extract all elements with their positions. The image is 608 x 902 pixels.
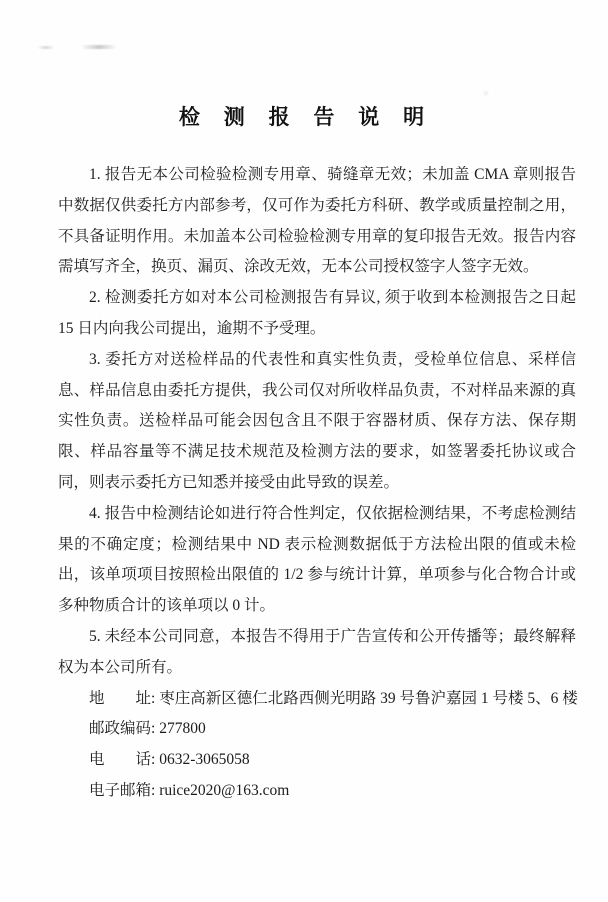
phone-label: 电 话:	[89, 751, 160, 769]
email-label: 电子邮箱:	[89, 781, 160, 799]
contact-line-address	[58, 684, 576, 715]
document-body	[58, 160, 576, 807]
paragraph-3: 3. 委托方对送检样品的代表性和真实性负责，受检单位信息、采样信息、样品信息由委托方提供，我公司仅对所收样品负责，不对样品来源的真实性负责。送检样品可能会因包含且不限于容器材质、保存方法、保存期限、样品容量等不满足技术规范及检测方法的要求，如签署委托协议或合同，则表示委托方已知悉并接受由此导致的误差。	[58, 350, 576, 491]
page-title: 检 测 报 告 说 明	[178, 106, 430, 129]
paragraph-2: 2. 检测委托方如对本公司检测报告有异议, 须于收到本检测报告之日起 15 日内向我公司提出，逾期不予受理。	[58, 289, 576, 337]
contact-line-phone	[58, 745, 576, 776]
email-value: ruice2020@163.com	[159, 781, 290, 799]
paragraph-1: 1. 报告无本公司检验检测专用章、骑缝章无效；未加盖 CMA 章则报告中数据仅供委托方内部参考，仅可作为委托方科研、教学或质量控制之用，不具备证明作用。未加盖本公司检验检测专用章的复印报告无效。报告内容需填写齐全，换页、漏页、涂改无效，无本公司授权签字人签字无效。	[58, 166, 576, 276]
paragraph-4: 4. 报告中检测结论如进行符合性判定，仅依据检测结果，不考虑检测结果的不确定度；检测结果中 ND 表示检测数据低于方法检出限的值或未检出，该单项项目按照检出限值的 1/2 参与统计计算，单项参与化合物合计或多种物质合计的该单项以 0 计。	[58, 504, 576, 615]
postal-code-value: 277800	[159, 720, 206, 738]
contact-block	[58, 684, 576, 807]
address-value: 枣庄高新区德仁北路西侧光明路 39 号鲁沪嘉园 1 号楼 5、6 楼	[159, 689, 578, 707]
scan-artifact	[483, 91, 489, 95]
postal-code-label: 邮政编码:	[89, 720, 160, 738]
contact-line-postal	[58, 714, 576, 745]
paragraph-5: 5. 未经本公司同意，本报告不得用于广告宣传和公开传播等；最终解释权为本公司所有。	[58, 627, 576, 676]
address-label: 地 址:	[89, 689, 160, 707]
scan-artifact	[82, 45, 116, 49]
contact-line-email	[58, 776, 576, 807]
scan-artifact	[38, 46, 54, 49]
phone-value: 0632-3065058	[159, 751, 250, 769]
